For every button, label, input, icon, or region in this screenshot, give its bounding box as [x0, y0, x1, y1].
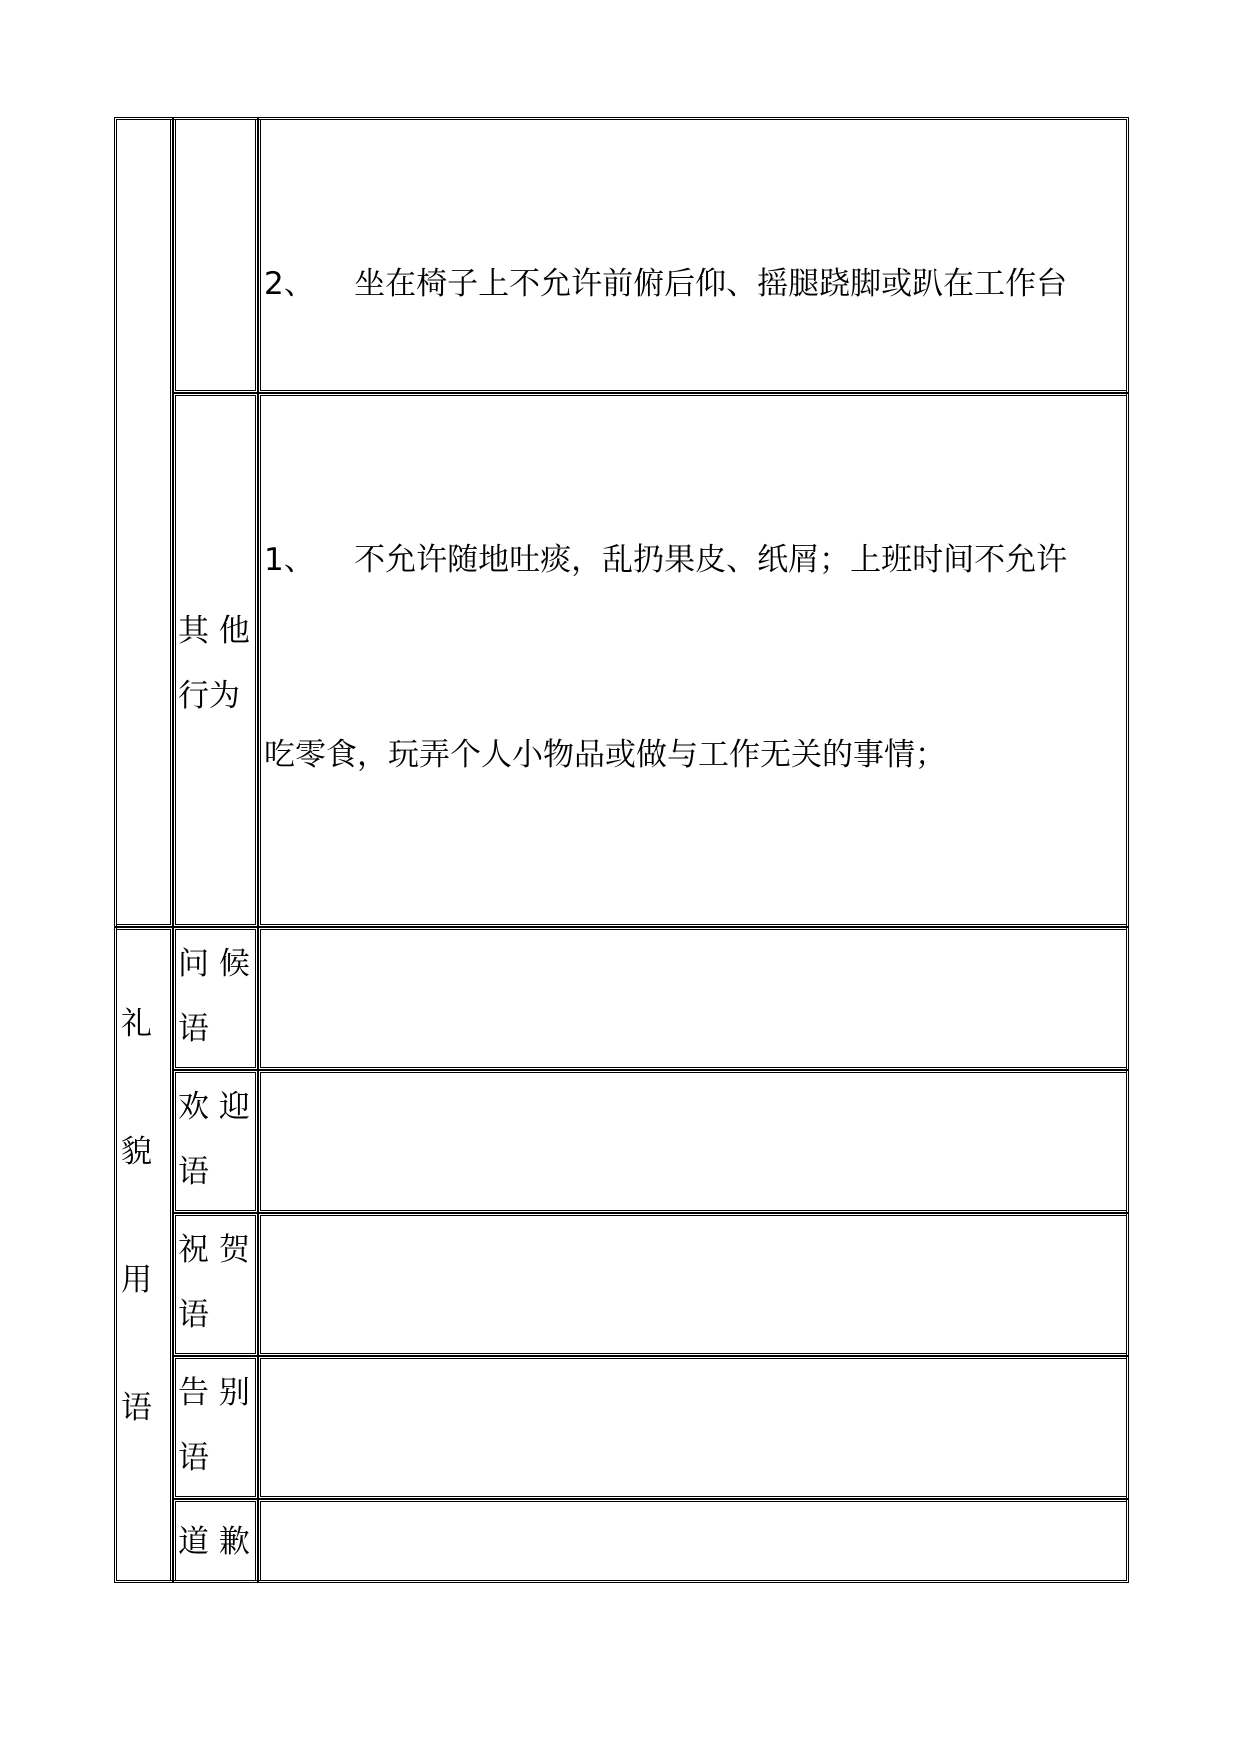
text-line [264, 1348, 1126, 1356]
row-label: 语 [178, 1440, 209, 1476]
content-cell-welcome [258, 1070, 1129, 1213]
text-line [264, 918, 1126, 927]
row-label: 告 别 [178, 1375, 250, 1411]
label-cell-congratulation [173, 1213, 258, 1356]
category-char: 语 [121, 1390, 152, 1426]
category-char: 礼 [121, 1006, 152, 1042]
label-cell-greeting [173, 927, 258, 1070]
label-cell-other-behavior [173, 393, 258, 927]
text-line: 2、 坐在椅子上不允许前俯后仰、摇腿跷脚或趴在工作台 [264, 266, 1068, 302]
text-line: 吃零食，玩弄个人小物品或做与工作无关的事情； [264, 737, 946, 773]
content-cell-greeting [258, 927, 1129, 1070]
row-label: 行为 [178, 678, 240, 714]
row-label: 祝 贺 [178, 1232, 250, 1268]
content-cell-other-behavior [258, 393, 1129, 927]
row-label: 其 他 [178, 613, 250, 649]
category-char: 用 [121, 1262, 152, 1298]
text-line [264, 1491, 1126, 1499]
label-cell-farewell [173, 1356, 258, 1499]
row-label: 道 歉 [178, 1524, 250, 1560]
label-cell-posture [173, 117, 258, 393]
text-line [264, 1205, 1126, 1213]
category-cell-behavior [114, 117, 173, 927]
text-line: 1、 不允许随地吐痰，乱扔果皮、纸屑；上班时间不允许 [264, 542, 1068, 578]
row-label: 欢 迎 [178, 1089, 250, 1125]
row-label: 语 [178, 1297, 209, 1333]
row-label: 语 [178, 1154, 209, 1190]
text-line [264, 1062, 1126, 1070]
label-cell-apology [173, 1499, 258, 1583]
label-cell-welcome [173, 1070, 258, 1213]
content-cell-apology [258, 1499, 1129, 1583]
content-cell-farewell [258, 1356, 1129, 1499]
content-cell-posture [258, 117, 1129, 393]
category-char: 貌 [121, 1134, 152, 1170]
category-cell-polite-phrases [114, 927, 173, 1583]
row-label: 问 候 [178, 946, 250, 982]
row-label: 语 [178, 1011, 209, 1047]
content-cell-congratulation [258, 1213, 1129, 1356]
